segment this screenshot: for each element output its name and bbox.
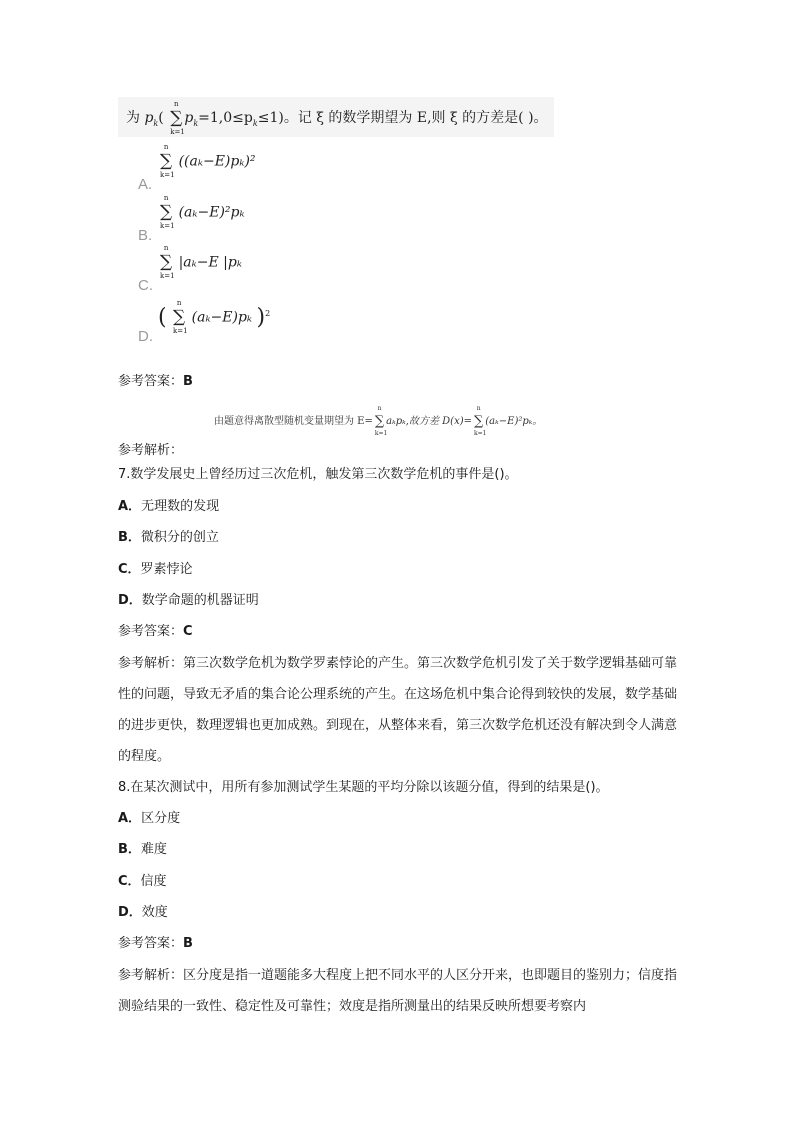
- formula-text: (aₖ−E)²pₖ: [178, 204, 245, 221]
- sigma-icon: ∑ n k=1: [170, 99, 185, 136]
- explain-text: (aₖ−E)²pₖ。: [485, 416, 543, 427]
- option-text: 数学命题的机器证明: [141, 593, 259, 608]
- option-formula: [158, 143, 256, 179]
- question-7-stem: 7.数学发展史上曾经历过三次危机，触发第三次数学危机的事件是()。: [118, 467, 518, 482]
- explain-text: aₖpₖ,故方差 D(x)=: [386, 416, 472, 427]
- option-letter: D．: [118, 593, 142, 608]
- sigma-icon: ∑ n k=1: [160, 244, 175, 280]
- answer-value: B: [183, 374, 193, 389]
- explanation-q7: [118, 648, 683, 772]
- formula-text: ((aₖ−E)pₖ)²: [178, 153, 256, 170]
- q7-option-c[interactable]: [118, 562, 193, 578]
- option-letter: C．: [118, 874, 141, 889]
- option-letter: A．: [118, 811, 142, 826]
- explain-label-q6: 参考解析：: [118, 443, 184, 458]
- sum-bottom: k=1: [173, 327, 188, 335]
- explain-label: 参考解析：: [118, 968, 184, 983]
- option-letter: C．: [118, 562, 141, 577]
- answer-label: 参考答案：: [118, 936, 184, 951]
- option-formula: [158, 244, 242, 280]
- explanation-image: [214, 405, 543, 437]
- answer-label: 参考答案：: [118, 624, 184, 639]
- question-6-stem: [126, 99, 548, 136]
- explain-text: 由题意得离散型随机变量期望为 E=: [214, 416, 373, 427]
- q7-option-d[interactable]: [118, 593, 259, 609]
- option-text: 微积分的创立: [140, 530, 219, 545]
- stem-text: =1,0≤p: [198, 110, 253, 126]
- option-text: 区分度: [141, 811, 181, 826]
- answer-value: B: [183, 936, 193, 951]
- stem-var: p: [184, 110, 194, 126]
- stem-text: 为: [126, 110, 145, 126]
- option-text: 罗素悖论: [140, 562, 193, 577]
- sum-bottom: k=1: [170, 127, 185, 136]
- q8-option-d[interactable]: [118, 905, 168, 921]
- stem-sub: k: [193, 118, 199, 128]
- sigma-icon: ∑ n k=1: [474, 405, 487, 437]
- option-letter: A.: [138, 176, 153, 193]
- sigma-icon: ∑ n k=1: [374, 405, 388, 437]
- q8-option-c[interactable]: [118, 874, 167, 890]
- answer-q8: [118, 936, 193, 952]
- sum-bottom: k=1: [374, 430, 388, 437]
- sum-top: n: [176, 299, 182, 307]
- option-formula: [158, 299, 271, 335]
- q8-option-a[interactable]: [118, 811, 180, 827]
- q7-option-a[interactable]: [118, 499, 219, 515]
- explain-text: 区分度是指一道题能多大程度上把不同水平的人区分开来，也即题目的鉴别力；信度指测验结果的一致性、稳定性及可靠性；效度是指所测量出的结果反映所想要考察内: [118, 968, 678, 1014]
- option-formula: [158, 194, 245, 230]
- answer-q6: [118, 374, 193, 390]
- sum-bottom: k=1: [160, 171, 175, 179]
- sum-top: n: [476, 405, 481, 412]
- option-text: 信度: [140, 874, 167, 889]
- sum-top: n: [377, 405, 382, 412]
- formula-text: (aₖ−E)pₖ: [191, 309, 253, 326]
- option-letter: C.: [138, 277, 153, 294]
- option-letter: B．: [118, 530, 141, 545]
- option-letter: D．: [118, 905, 142, 920]
- answer-value: C: [183, 624, 193, 639]
- option-text: 效度: [141, 905, 168, 920]
- question-6-stem-image: [118, 97, 554, 137]
- stem-text: ≤1)。记 ξ 的数学期望为 E,则 ξ 的方差是( )。: [257, 110, 548, 126]
- option-text: 无理数的发现: [141, 499, 220, 514]
- stem-sub: k: [252, 118, 258, 128]
- sigma-icon: ∑ n k=1: [160, 143, 175, 179]
- explain-label: 参考解析：: [118, 656, 184, 671]
- right-paren-icon: ): [256, 305, 266, 330]
- q8-option-b[interactable]: [118, 842, 167, 858]
- formula-text: |aₖ−E |pₖ: [178, 254, 242, 271]
- option-letter: B.: [138, 227, 153, 244]
- option-letter: D.: [138, 328, 153, 345]
- question-8-stem: 8.在某次测试中，用所有参加测试学生某题的平均分除以该题分值，得到的结果是()。: [118, 780, 609, 795]
- stem-sub: k: [153, 118, 159, 128]
- q7-option-b[interactable]: [118, 530, 219, 546]
- option-text: 难度: [140, 842, 167, 857]
- sum-bottom: k=1: [160, 222, 175, 230]
- option-letter: A．: [118, 499, 142, 514]
- sum-bottom: k=1: [160, 272, 175, 280]
- sum-top: n: [163, 244, 169, 252]
- sum-top: n: [163, 143, 169, 151]
- sum-top: n: [174, 99, 179, 108]
- option-letter: B．: [118, 842, 141, 857]
- stem-text: (: [158, 110, 169, 126]
- explain-text: 第三次数学危机为数学罗素悖论的产生。第三次数学危机引发了关于数学逻辑基础可靠性的问题，导致无矛盾的集合论公理系统的产生。在这场危机中集合论得到较快的发展，数学基础的进步更快，数理逻辑也更加成熟。到现在，从整体来看，第三次数学危机还没有解决到令人满意的程度。: [118, 656, 678, 764]
- sum-bottom: k=1: [474, 430, 487, 437]
- answer-q7: [118, 624, 193, 640]
- exponent: 2: [265, 308, 271, 318]
- sigma-icon: ∑ n k=1: [160, 194, 175, 230]
- answer-label: 参考答案：: [118, 374, 184, 389]
- stem-var: p: [144, 110, 154, 126]
- left-paren-icon: (: [158, 305, 167, 330]
- explanation-q8: [118, 960, 683, 1022]
- sigma-icon: ∑ n k=1: [173, 299, 188, 335]
- sum-top: n: [163, 194, 169, 202]
